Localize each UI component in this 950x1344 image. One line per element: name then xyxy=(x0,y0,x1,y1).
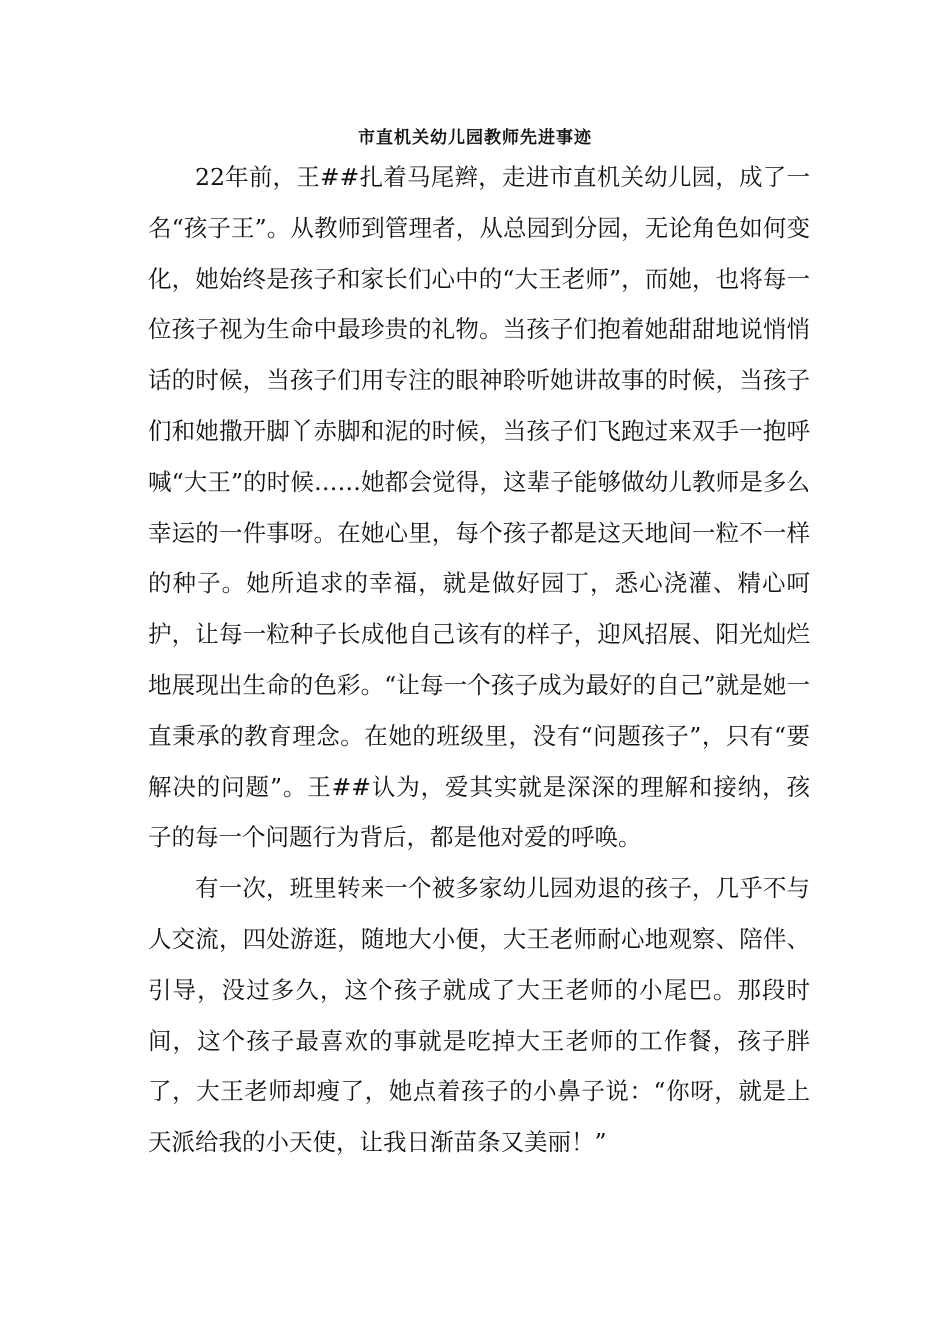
document-title: 市直机关幼儿园教师先进事迹 xyxy=(358,128,592,148)
paragraph-2: 有一次，班里转来一个被多家幼儿园劝退的孩子，几乎不与人交流，四处游逛，随地大小便，大王老师耐心地观察、陪伴、引导，没过多久，这个孩子就成了大王老师的小尾巴。那段时间，这个孩子最喜欢的事就是吃掉大王老师的工作餐，孩子胖了，大王老师却瘦了，她点着孩子的小鼻子说：“你呀，就是上天派给我的小天使，让我日渐苗条又美丽！” xyxy=(148,874,810,1157)
document-body xyxy=(148,152,810,1168)
paragraph-1: 22年前，王##扎着马尾辫，走进市直机关幼儿园，成了一名“孩子王”。从教师到管理者，从总园到分园，无论角色如何变化，她始终是孩子和家长们心中的“大王老师”，而她，也将每一位孩子视为生命中最珍贵的礼物。当孩子们抱着她甜甜地说悄悄话的时候，当孩子们用专注的眼神聆听她讲故事的时候，当孩子们和她撒开脚丫赤脚和泥的时候，当孩子们飞跑过来双手一抱呼喊“大王”的时候……她都会觉得，这辈子能够做幼儿教师是多么幸运的一件事呀。在她心里，每个孩子都是这天地间一粒不一样的种子。她所追求的幸福，就是做好园丁，悉心浇灌、精心呵护，让每一粒种子长成他自己该有的样子，迎风招展、阳光灿烂地展现出生命的色彩。“让每一个孩子成为最好的自己”就是她一直秉承的教育理念。在她的班级里，没有“问题孩子”，只有“要解决的问题”。王##认为，爱其实就是深深的理解和接纳，孩子的每一个问题行为背后，都是他对爱的呼唤。 xyxy=(148,163,810,852)
